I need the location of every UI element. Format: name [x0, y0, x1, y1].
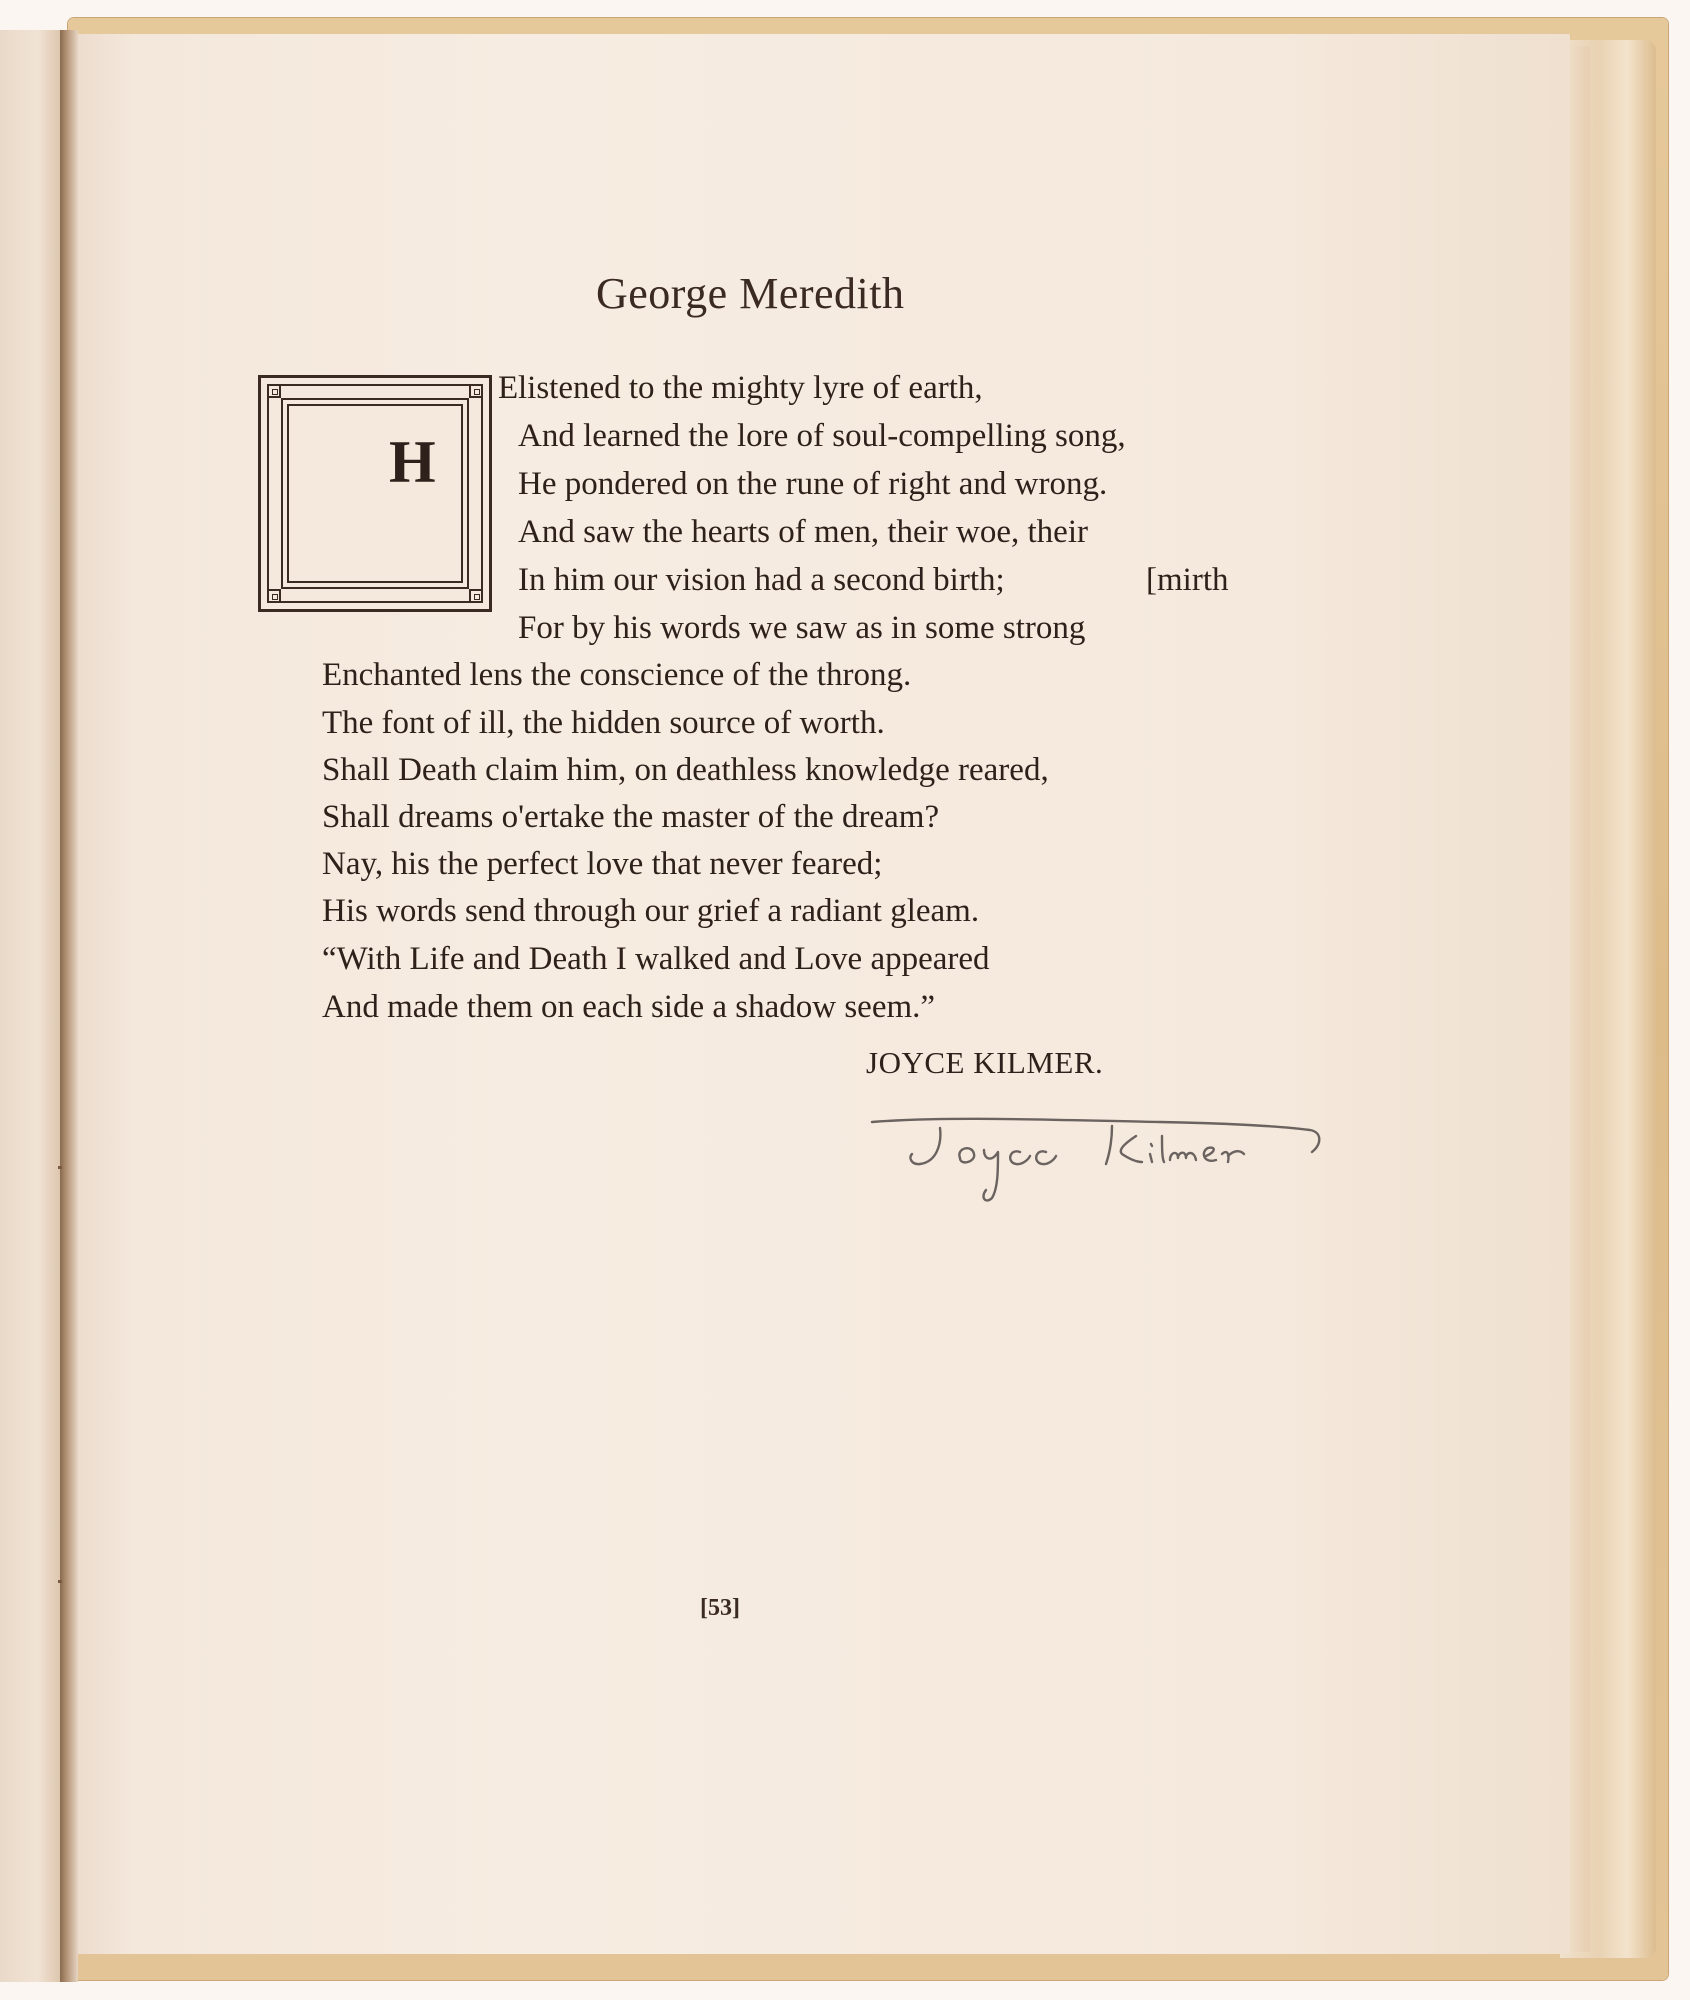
drop-cap-corner-ornament	[267, 589, 281, 603]
poem-line: Enchanted lens the conscience of the throng.	[322, 657, 912, 693]
poem-title: George Meredith	[596, 269, 905, 318]
first-line-letter: E	[498, 370, 519, 406]
poem-line: For by his words we saw as in some strong	[518, 610, 1086, 646]
drop-cap-corner-ornament	[469, 384, 483, 398]
drop-cap-corner-ornament	[469, 589, 483, 603]
drop-cap-corner-ornament	[267, 384, 281, 398]
poem-line: And made them on each side a shadow seem.”	[322, 989, 936, 1025]
poem-line: His words send through our grief a radiant gleam.	[322, 893, 980, 929]
gutter-shadow	[60, 30, 78, 1982]
poem-line-bracket: [mirth	[1146, 562, 1229, 598]
ornamental-drop-cap	[258, 375, 492, 612]
binding-stitch	[58, 1580, 62, 1583]
poem-line: And saw the hearts of men, their woe, their	[518, 514, 1088, 550]
author-name: JOYCE KILMER.	[866, 1045, 1104, 1080]
poem-line: And learned the lore of soul-compelling song,	[518, 418, 1126, 454]
poem-line: He pondered on the rune of right and wrong.	[518, 466, 1108, 502]
poem-line: In him our vision had a second birth;	[518, 562, 1005, 598]
page-number: [53]	[700, 1595, 740, 1621]
poem-line: Shall dreams o'ertake the master of the dream?	[322, 799, 940, 835]
drop-cap-frame	[287, 404, 463, 583]
handwritten-signature	[860, 1100, 1330, 1230]
poem-line: Nay, his the perfect love that never feared;	[322, 846, 883, 882]
poem-line: “With Life and Death I walked and Love appeared	[322, 941, 990, 977]
left-facing-page	[0, 30, 68, 1982]
binding-stitch	[58, 1166, 62, 1169]
drop-cap-letter: H	[389, 429, 436, 495]
poem-line: The font of ill, the hidden source of worth.	[322, 705, 885, 741]
poem-line: Shall Death claim him, on deathless knowledge reared,	[322, 752, 1049, 788]
poem-line: listened to the mighty lyre of earth,	[518, 370, 983, 406]
